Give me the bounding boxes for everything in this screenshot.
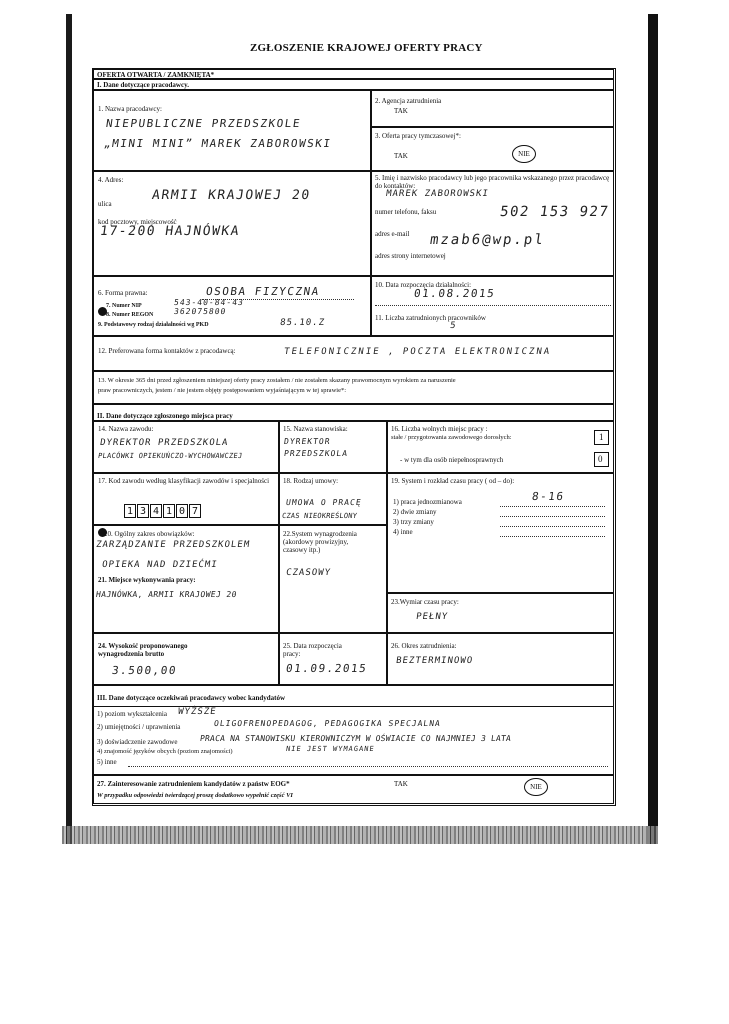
field-7-label: 7. Numer NIP: [106, 303, 142, 309]
occupation-code-digit[interactable]: 3: [137, 504, 149, 518]
scan-bottom-artifact: [62, 826, 658, 844]
field-1-value-line1: NIEPUBLICZNE PRZEDSZKOLE: [105, 117, 302, 130]
field-16-vacancies[interactable]: [387, 421, 614, 473]
scan-edge-left: [66, 14, 72, 844]
field-16-value1: 1: [599, 432, 604, 442]
field-27-nie-circled: NIE: [524, 778, 548, 796]
req-5-label: 5) inne: [97, 758, 117, 766]
field-9-label: 9. Podstawowy rodzaj działalności wg PKD: [98, 322, 209, 328]
req-5-line: [128, 766, 608, 767]
field-19-work-schedule[interactable]: [387, 473, 614, 593]
field-27-eea[interactable]: [93, 775, 614, 804]
occupation-code-digit[interactable]: 1: [124, 504, 136, 518]
scan-edge-right: [648, 14, 658, 844]
field-18-contract-type[interactable]: [279, 473, 387, 525]
field-15-label: 15. Nazwa stanowiska:: [283, 425, 348, 433]
field-22-label-line3: czasowy itp.): [283, 546, 321, 554]
req-4-value: NIE JEST WYMAGANE: [285, 745, 376, 753]
field-5-phone-value: 502 153 927: [498, 204, 611, 220]
field-1-label: 1. Nazwa pracodawcy:: [98, 105, 162, 113]
field-23-value: PEŁNY: [415, 612, 449, 622]
section-1-heading: I. Dane dotyczące pracodawcy.: [97, 81, 189, 89]
field-20-value-line1: ZARZĄDZANIE PRZEDSZKOLEM: [95, 540, 251, 550]
field-14-value-line1: DYREKTOR PRZEDSZKOLA: [99, 438, 230, 448]
field-25-value: 01.09.2015: [285, 662, 369, 675]
section-3-rule: [94, 706, 614, 707]
field-9-value: 85.10.Z: [279, 318, 326, 328]
field-20-value-line2: OPIEKA NAD DZIEĆMI: [101, 560, 219, 570]
field-17-occupation-code[interactable]: [93, 473, 279, 525]
field-16-box2[interactable]: [594, 452, 609, 467]
field-3-nie-circled: NIE: [512, 145, 536, 163]
field-24-label-line1: 24. Wysokość proponowanego: [98, 642, 188, 650]
field-3-temporary[interactable]: [371, 127, 614, 171]
field-1-employer-name[interactable]: [93, 90, 371, 171]
field-5-email-label: adres e-mail: [375, 230, 410, 238]
field-19-line2: [500, 516, 605, 517]
field-19-line4: [500, 536, 605, 537]
occupation-code-digit[interactable]: 7: [189, 504, 201, 518]
section-1-header: [93, 79, 614, 90]
field-22-value: CZASOWY: [285, 568, 332, 578]
field-5-phone-label: numer telefonu, faksu: [375, 208, 437, 216]
field-19-opt3: 3) trzy zmiany: [393, 518, 434, 526]
field-5-www-label: adres strony internetowej: [375, 252, 446, 260]
field-16-value2: 0: [598, 454, 603, 464]
field-2-tak: TAK: [394, 107, 408, 115]
section-3-heading: III. Dane dotyczące oczekiwań pracodawcy wobec kandydatów: [97, 694, 286, 702]
field-4-address[interactable]: [93, 171, 371, 276]
field-20-label: 20. Ogólny zakres obowiązków:: [104, 530, 195, 538]
field-22-pay-system[interactable]: [279, 525, 387, 633]
field-16-label: 16. Liczba wolnych miejsc pracy :: [391, 425, 488, 433]
field-4-street-label: ulica: [98, 200, 112, 208]
field-25-start-date[interactable]: [279, 633, 387, 685]
field-24-salary[interactable]: [93, 633, 279, 685]
field-27-label: 27. Zainteresowanie zatrudnieniem kandydatów z państw EOG*: [97, 780, 290, 788]
field-5-name: MAREK ZABOROWSKI: [385, 189, 490, 199]
field-22-label-line2: (akordowy prowizyjny,: [283, 538, 349, 546]
section-3-expectations[interactable]: [93, 685, 614, 775]
req-4-label: 4) znajomość języków obcych (poziom znajomości): [97, 748, 233, 755]
field-4-postcode-label: kod pocztowy, miejscowość: [98, 218, 177, 226]
field-14-label: 14. Nazwa zawodu:: [98, 425, 154, 433]
field-11-value: 5: [449, 321, 458, 331]
field-18-label: 18. Rodzaj umowy:: [283, 477, 339, 485]
field-19-opt2: 2) dwie zmiany: [393, 508, 437, 516]
field-25-label-line1: 25. Data rozpoczęcia: [283, 642, 342, 650]
field-24-label-line2: wynagrodzenia brutto: [98, 650, 165, 658]
field-22-label-line1: 22.System wynagrodzenia: [283, 530, 357, 538]
field-8-value: 362075800: [173, 307, 227, 316]
field-20-21[interactable]: [93, 525, 279, 633]
req-1-value: WYŻSZE: [177, 707, 218, 717]
field-21-value: HAJNÓWKA, ARMII KRAJOWEJ 20: [95, 590, 238, 599]
field-3-tak: TAK: [394, 152, 408, 160]
field-13-line2: praw pracowniczych, jestem / nie jestem objęty postępowaniem wyjaśniającym w tej sprawie*:: [98, 387, 347, 394]
section-2-heading: II. Dane dotyczące zgłoszonego miejsca pracy: [97, 412, 233, 420]
field-5-label: 5. Imię i nazwisko pracodawcy lub jego pracownika wskazanego przez pracodawcę do kontaktów:: [375, 174, 610, 190]
field-16-sub2: - w tym dla osób niepełnosprawnych: [400, 456, 504, 464]
job-offer-form: [92, 68, 616, 806]
field-19-opt1-value: 8-16: [531, 490, 566, 503]
form-title: ZGŁOSZENIE KRAJOWEJ OFERTY PRACY: [250, 42, 483, 54]
field-5-email-value: mzab6@wp.pl: [428, 232, 546, 248]
field-5-contact-person[interactable]: [371, 171, 614, 276]
field-10-value: 01.08.2015: [413, 287, 497, 300]
field-18-value-line1: UMOWA O PRACĘ: [285, 498, 363, 507]
field-4-postcode-value: 17-200 HAJNÓWKA: [98, 224, 241, 239]
field-10-dotted-line: [375, 305, 611, 306]
field-11-label: 11. Liczba zatrudnionych pracowników: [375, 314, 486, 322]
field-2-agency[interactable]: [371, 90, 614, 127]
field-19-line1: [500, 506, 605, 507]
field-12-contact-form[interactable]: [93, 336, 614, 371]
req-2-value: OLIGOFRENOPEDAGOG, PEDAGOGIKA SPECJALNA: [213, 719, 442, 728]
field-6-value: OSOBA FIZYCZNA: [205, 285, 321, 298]
field-6-label: 6. Forma prawna:: [98, 289, 148, 297]
req-1-label: 1) poziom wykształcenia: [97, 710, 167, 718]
field-14-value-line2: PLACÓWKI OPIEKUŃCZO-WYCHOWAWCZEJ: [97, 452, 244, 460]
field-4-street-value: ARMII KRAJOWEJ 20: [150, 188, 312, 203]
field-25-label-line2: pracy:: [283, 650, 301, 658]
section-2-header: [93, 404, 614, 421]
field-1-value-line2: „MINI MINI” MAREK ZABOROWSKI: [103, 137, 333, 150]
occupation-code-digit[interactable]: 4: [150, 504, 162, 518]
field-13-line1: 13. W okresie 365 dni przed zgłoszeniem niniejszej oferty pracy zostałem / nie zostałem skazany prawomocnym wyrokiem za naruszenie: [98, 377, 456, 384]
field-16-sub1: stałe / przygotowania zawodowego dorosłych:: [391, 434, 512, 441]
field-7-value: 543-40-84-43: [173, 298, 245, 307]
field-10-11[interactable]: [371, 276, 614, 336]
field-6-9-legal[interactable]: [93, 276, 371, 336]
field-15-value-line2: PRZEDSZKOLA: [283, 449, 349, 458]
field-23-working-time[interactable]: [387, 593, 614, 633]
req-2-label: 2) umiejętności / uprawnienia: [97, 723, 181, 731]
occupation-code-digit[interactable]: 0: [176, 504, 188, 518]
field-10-label: 10. Data rozpoczęcia działalności:: [375, 281, 472, 289]
field-3-label: 3. Oferta pracy tymczasowej*:: [375, 132, 461, 140]
field-14-occupation[interactable]: [93, 421, 279, 473]
field-27-footnote: W przypadku odpowiedzi twierdzącej proszę dodatkowo wypełnić część VI: [97, 792, 293, 799]
field-2-label: 2. Agencja zatrudnienia: [375, 97, 442, 105]
field-21-label: 21. Miejsce wykonywania pracy:: [98, 576, 196, 584]
field-4-label: 4. Adres:: [98, 176, 124, 184]
field-19-opt1: 1) praca jednozmianowa: [393, 498, 462, 506]
field-12-value: TELEFONICZNIE , POCZTA ELEKTRONICZNA: [283, 347, 552, 357]
field-26-value: BEZTERMINOWO: [395, 656, 474, 666]
field-8-label: 8. Numer REGON: [106, 312, 154, 318]
offer-status: OFERTA OTWARTA / ZAMKNIĘTA*: [97, 71, 215, 79]
field-26-employment-period[interactable]: [387, 633, 614, 685]
field-16-box1[interactable]: [594, 430, 609, 445]
field-26-label: 26. Okres zatrudnienia:: [391, 642, 457, 650]
field-17-label: 17. Kod zawodu według klasyfikacji zawodów i specjalności: [98, 477, 270, 485]
field-12-label: 12. Preferowana forma kontaktów z pracodawcą:: [98, 347, 236, 355]
field-19-line3: [500, 526, 605, 527]
req-3-value: PRACA NA STANOWISKU KIEROWNICZYM W OŚWIACIE CO NAJMNIEJ 3 LATA: [199, 734, 512, 743]
field-15-value-line1: DYREKTOR: [283, 437, 332, 446]
status-row: [93, 69, 614, 79]
field-15-position[interactable]: [279, 421, 387, 473]
occupation-code-digit[interactable]: 1: [163, 504, 175, 518]
field-18-value-line2: CZAS NIEOKREŚLONY: [281, 512, 358, 520]
field-27-tak: TAK: [394, 780, 408, 788]
field-23-label: 23.Wymiar czasu pracy:: [391, 598, 459, 606]
field-13-statement[interactable]: [93, 371, 614, 404]
field-19-opt4: 4) inne: [393, 528, 413, 536]
req-3-label: 3) doświadczenie zawodowe: [97, 738, 178, 746]
field-19-label: 19. System i rozkład czasu pracy ( od – do):: [391, 477, 515, 485]
field-24-value: 3.500,00: [111, 664, 178, 677]
